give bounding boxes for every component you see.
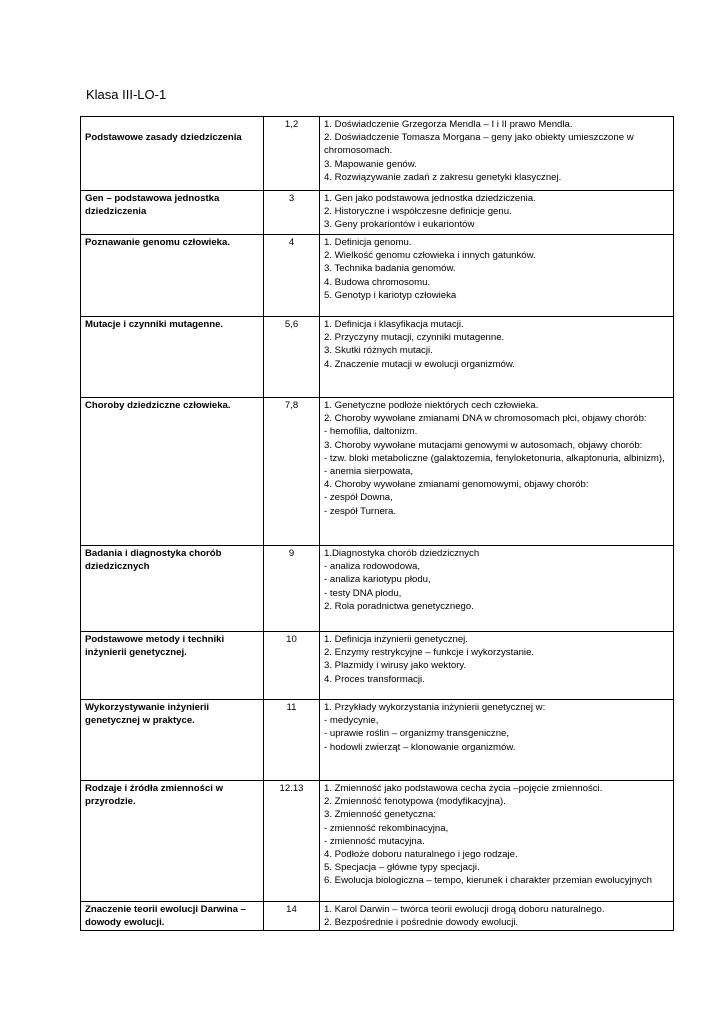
table-row [81,781,674,902]
topic-text: Choroby dziedziczne człowieka. [85,400,231,411]
content-line: 4. Podłoże doboru naturalnego i jego rodzaje. [324,849,518,861]
content-line: 3. Choroby wywołane mutacjami genowymi w autosomach, objawy chorób: [324,439,643,451]
content-line: - testy DNA płodu, [324,587,402,599]
content-cell [320,398,674,546]
content-line: 3. Skutki różnych mutacji. [324,345,433,357]
content-cell [320,546,674,632]
content-cell [320,781,674,902]
content-line: - medycynie, [324,715,379,727]
table-row [81,191,674,235]
table-row [81,398,674,546]
content-cell [320,902,674,931]
topic-text: Znaczenie teorii ewolucji Darwina – dowody ewolucji. [85,904,247,929]
content-line: 2. Wielkość genomu człowieka i innych gatunków. [324,250,536,262]
lesson-number-cell: 1,2 [264,117,320,191]
content-line: 1. Gen jako podstawowa jednostka dziedziczenia. [324,193,536,204]
topic-cell [81,191,264,235]
content-line: 2. Bezpośrednie i pośrednie dowody ewolucji. [324,917,519,929]
content-cell [320,317,674,398]
content-line: - analiza rodowodowa, [324,561,420,573]
content-line: 1. Definicja i klasyfikacja mutacji. [324,319,464,330]
lesson-number-cell: 14 [264,902,320,931]
content-line: 3. Zmienność genetyczna: [324,809,436,821]
content-line: 1. Definicja inżynierii genetycznej. [324,634,468,645]
content-cell [320,117,674,191]
topic-text: Rodzaje i źródła zmienności w przyrodzie. [85,783,224,808]
content-line: - tzw. bloki metaboliczne (galaktozemia, fenyloketonuria, alkaptonuria, albinizm), [324,452,665,464]
content-cell [320,632,674,700]
topic-cell [81,117,264,191]
content-line: 5. Specjacja – główne typy specjacji. [324,862,480,874]
content-line: - zmienność rekombinacyjna, [324,822,449,834]
content-line: 6. Ewolucja biologiczna – tempo, kierunek i charakter przemian ewolucyjnych [324,875,652,887]
content-cell [320,700,674,781]
content-line: 1. Przykłady wykorzystania inżynierii genetycznej w: [324,702,546,713]
content-line: - anemia sierpowata, [324,466,414,478]
lesson-number-cell: 7,8 [264,398,320,546]
content-line: 4. Budowa chromosomu. [324,276,431,288]
table-row [81,235,674,317]
content-line: - zespół Downa, [324,492,393,504]
syllabus-table [80,116,674,931]
content-line: 5. Genotyp i kariotyp człowieka [324,289,457,301]
content-line: 1. Karol Darwin – twórca teorii ewolucji drogą doboru naturalnego. [324,904,605,915]
table-row [81,546,674,632]
topic-text: Gen – podstawowa jednostka dziedziczenia [85,193,220,218]
topic-cell [81,781,264,902]
lesson-number-cell: 12.13 [264,781,320,902]
topic-cell [81,902,264,931]
topic-text: Poznawanie genomu człowieka. [85,237,231,248]
content-line: 1.Diagnostyka chorób dziedzicznych [324,548,480,559]
content-line: 1. Genetyczne podłoże niektórych cech człowieka. [324,400,539,411]
content-cell [320,191,674,235]
content-line: 3. Mapowanie genów. [324,158,417,170]
content-line: 1. Definicja genomu. [324,237,412,248]
table-row [81,902,674,931]
content-line: 4. Choroby wywołane zmianami genomowymi, objawy chorób: [324,479,589,491]
page-title: Klasa III-LO-1 [86,87,167,102]
content-line: - uprawie roślin – organizmy transgeniczne, [324,728,510,740]
table-row [81,700,674,781]
content-line: 1. Doświadczenie Grzegorza Mendla – I i II prawo Mendla. [324,119,573,130]
content-cell [320,235,674,317]
topic-cell [81,632,264,700]
lesson-number-cell: 10 [264,632,320,700]
content-line: - hodowli zwierząt – klonowanie organizmów. [324,741,516,753]
content-line: 2. Zmienność fenotypowa (modyfikacyjna). [324,796,506,808]
lesson-number-cell: 4 [264,235,320,317]
topic-cell [81,317,264,398]
content-line: 3. Geny prokariontów i eukariontów [324,219,475,231]
content-line: 2. Choroby wywołane zmianami DNA w chromosomach płci, objawy chorób: [324,413,647,425]
content-line: - hemofilia, daltonizm. [324,426,418,438]
content-line: 4. Proces transformacji. [324,673,425,685]
topic-text: Mutacje i czynniki mutagenne. [85,319,224,330]
table-row [81,632,674,700]
content-line: - analiza kariotypu płodu, [324,574,431,586]
lesson-number-cell: 11 [264,700,320,781]
topic-text: Podstawowe metody i techniki inżynierii genetycznej. [85,634,225,659]
lesson-number-cell: 9 [264,546,320,632]
content-line: 2. Historyczne i współczesne definicje genu. [324,206,512,218]
content-line: 1. Zmienność jako podstawowa cecha życia –pojęcie zmienności. [324,783,603,794]
topic-cell [81,398,264,546]
topic-text: Wykorzystywanie inżynierii genetycznej w praktyce. [85,702,210,727]
topic-cell [81,700,264,781]
table-row [81,317,674,398]
content-line: 4. Rozwiązywanie zadań z zakresu genetyki klasycznej. [324,171,562,183]
topic-cell [81,546,264,632]
content-line: 2. Doświadczenie Tomasza Morgana – geny jako obiekty umieszczone w chromosomach. [324,132,634,157]
content-line: 2. Rola poradnictwa genetycznego. [324,600,474,612]
topic-text: Podstawowe zasady dziedziczenia [85,132,242,143]
content-line: 3. Technika badania genomów. [324,263,456,275]
lesson-number-cell: 3 [264,191,320,235]
table-row [81,117,674,191]
content-line: 4. Znaczenie mutacji w ewolucji organizmów. [324,358,515,370]
lesson-number-cell: 5,6 [264,317,320,398]
content-line: 2. Przyczyny mutacji, czynniki mutagenne. [324,332,505,344]
content-line: 2. Enzymy restrykcyjne – funkcje i wykorzystanie. [324,647,535,659]
topic-cell [81,235,264,317]
topic-text: Badania i diagnostyka chorób dziedzicznych [85,548,222,573]
content-line: - zmienność mutacyjna. [324,835,425,847]
content-line: - zespół Turnera. [324,505,396,517]
content-line: 3. Plazmidy i wirusy jako wektory. [324,660,467,672]
